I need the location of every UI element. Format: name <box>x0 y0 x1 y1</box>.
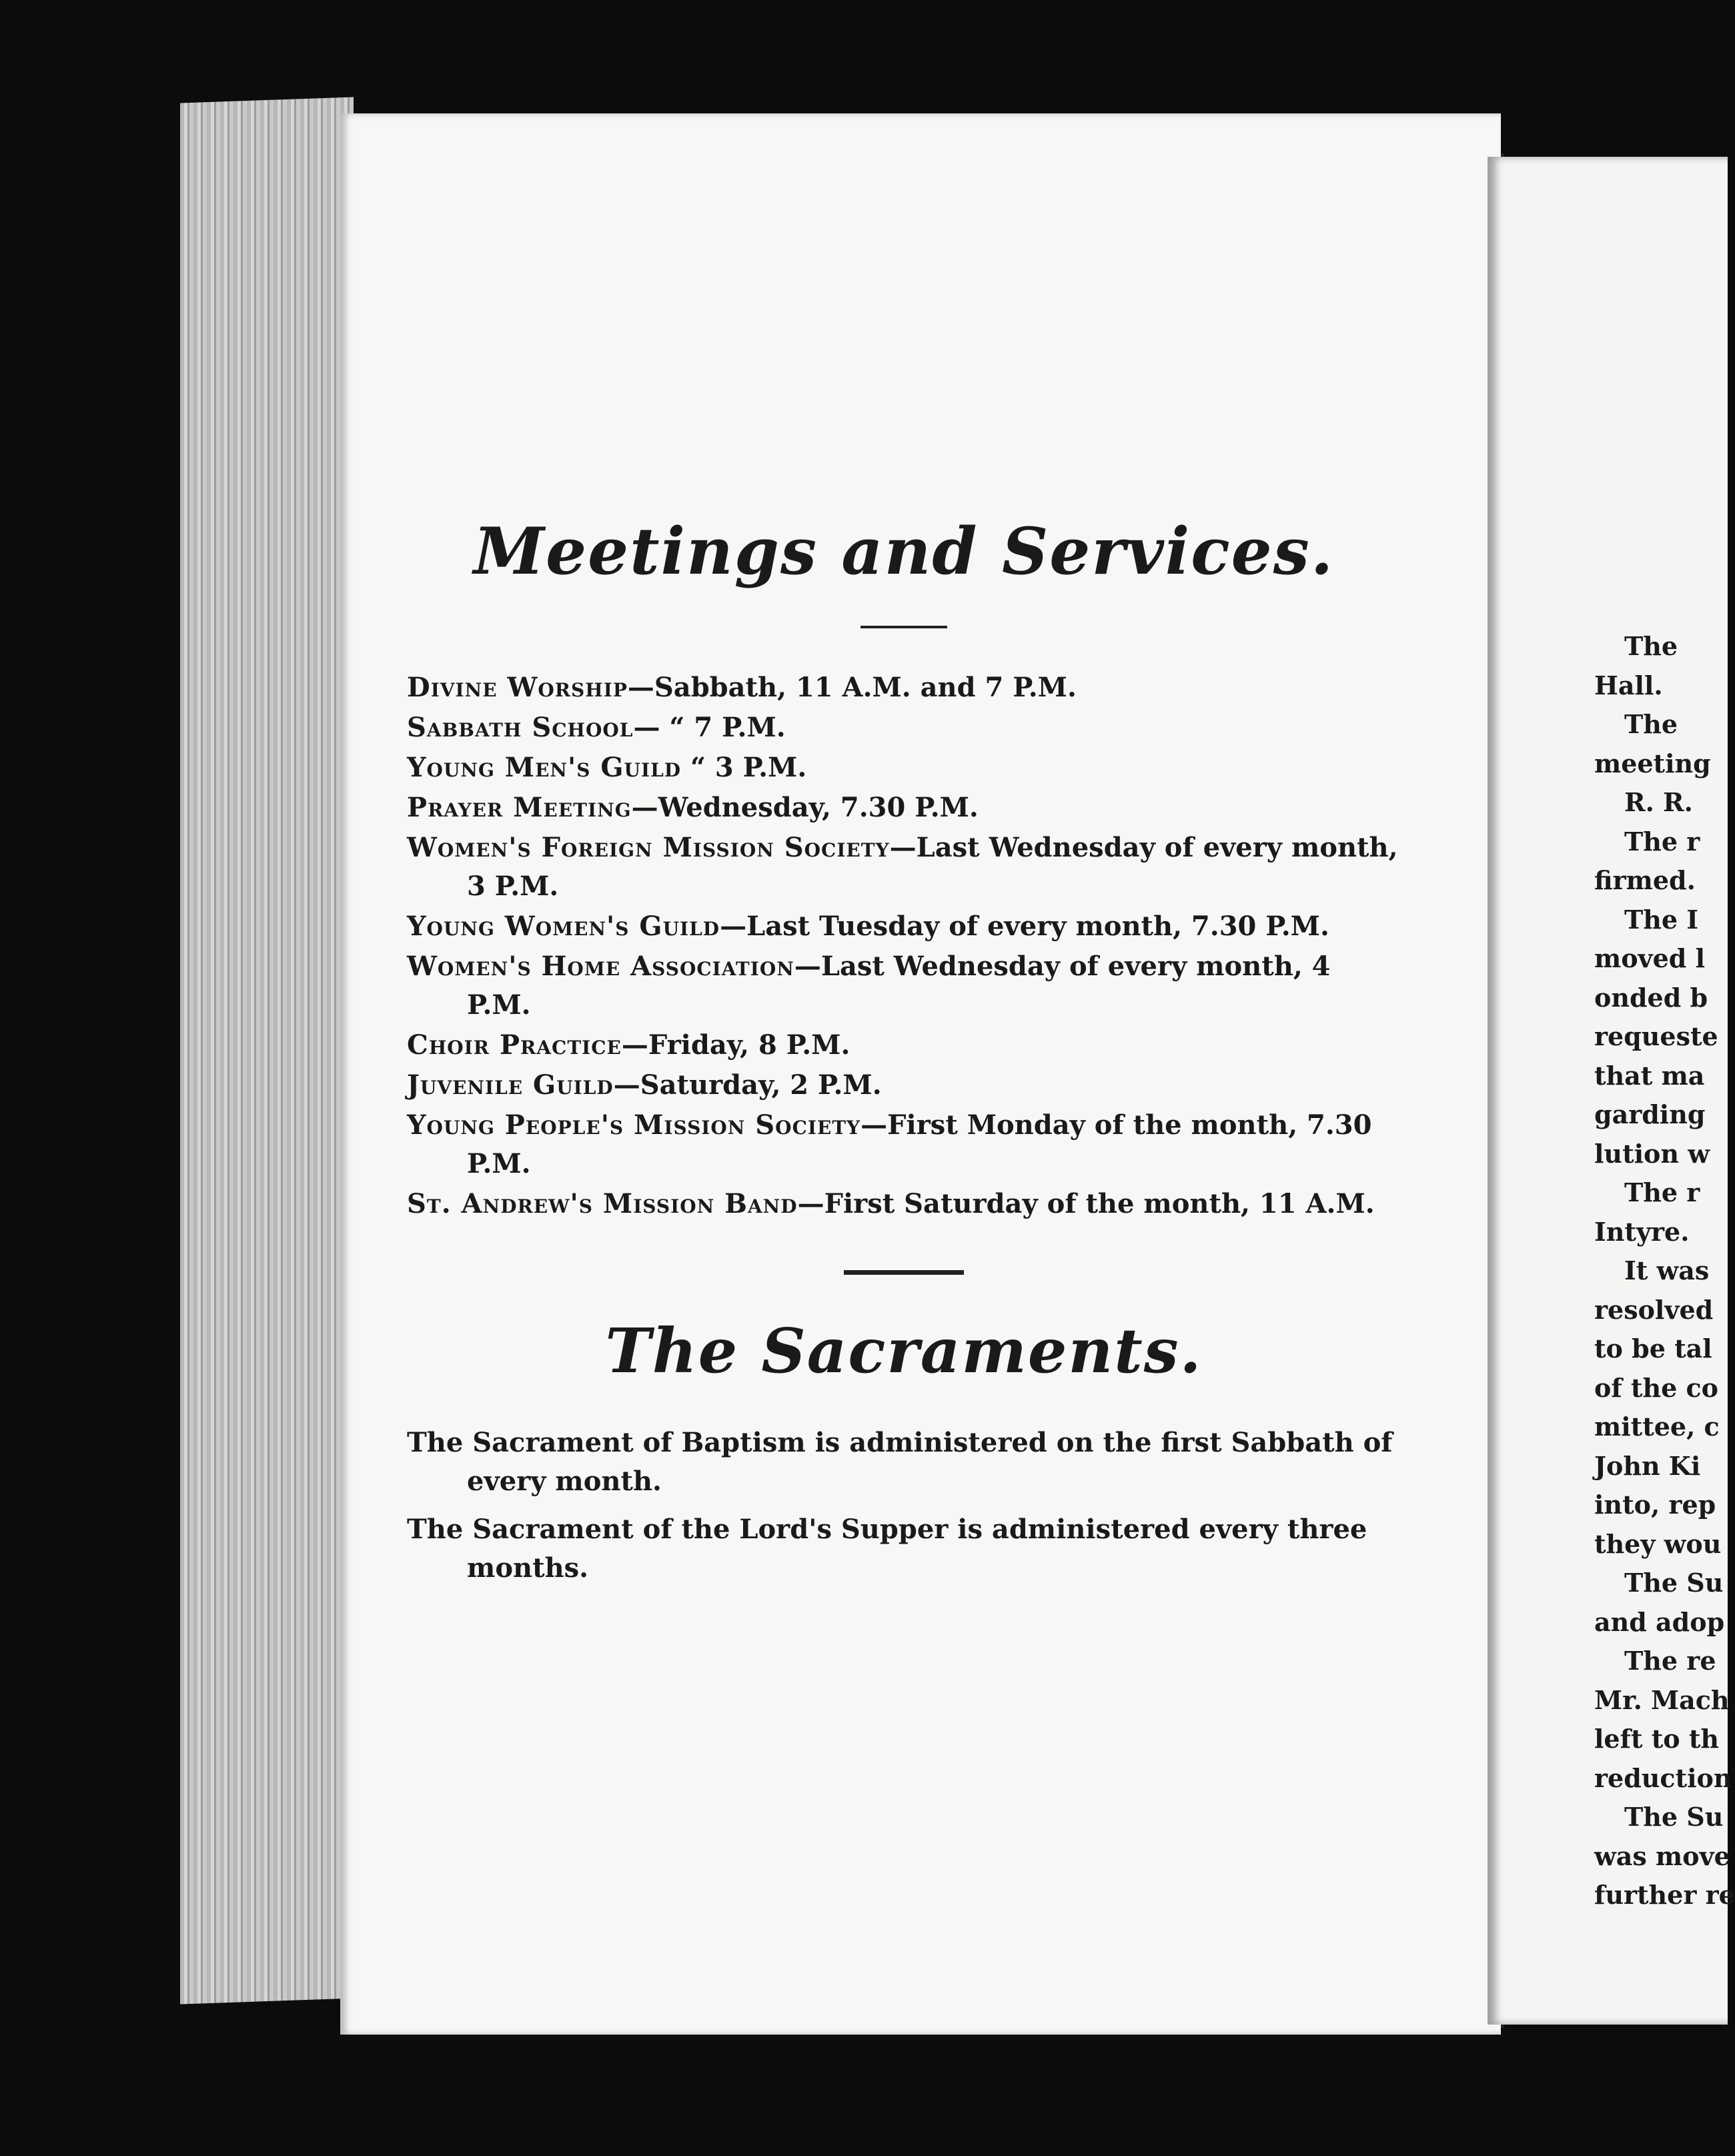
right-page-line: onded b <box>1594 982 1708 1013</box>
meeting-entry <box>407 1066 1401 1105</box>
meeting-entry <box>407 1026 1401 1065</box>
meeting-entry <box>407 1185 1401 1223</box>
meeting-entry <box>407 947 1401 1025</box>
right-page-line: The I <box>1624 904 1699 935</box>
meeting-entry <box>407 788 1401 827</box>
meeting-detail: —Wednesday, 7.30 P.M. <box>631 792 979 823</box>
right-page-line: left to th <box>1594 1724 1720 1754</box>
right-page-line: It was <box>1624 1255 1710 1285</box>
meeting-detail: —Last Wednesday of every month, 3 P.M. <box>467 832 1398 902</box>
meeting-detail: —Last Wednesday of every month, 4 P.M. <box>467 951 1331 1021</box>
meeting-name: Young Men's Guild <box>407 752 682 783</box>
right-page-line: Mr. Mach <box>1594 1684 1730 1715</box>
right-page-line: into, rep <box>1594 1490 1716 1520</box>
right-page-line: Hall. <box>1594 670 1663 700</box>
meeting-name: Divine Worship <box>407 672 628 703</box>
meeting-detail: — “ 7 P.M. <box>633 712 786 743</box>
meeting-detail: —First Saturday of the month, 11 A.M. <box>797 1188 1375 1219</box>
right-page-line: John Ki <box>1594 1450 1701 1481</box>
right-page-line: moved l <box>1594 943 1706 973</box>
meeting-name: Juvenile Guild <box>407 1069 614 1101</box>
right-page-line: mittee, c <box>1594 1412 1720 1442</box>
right-page-line: to be tal <box>1594 1333 1712 1364</box>
meeting-name: St. Andrew's Mission Band <box>407 1188 798 1219</box>
meeting-detail: “ 3 P.M. <box>681 752 807 783</box>
right-page-line: The Su <box>1624 1568 1724 1598</box>
page-content <box>407 514 1401 1597</box>
right-page-line: The Su <box>1624 1802 1724 1832</box>
sacraments-text <box>407 1424 1401 1588</box>
right-page-line: The re <box>1624 1646 1716 1676</box>
right-page-line: reduction <box>1594 1762 1732 1793</box>
meeting-entry <box>407 1106 1401 1183</box>
book-page-edges <box>180 97 354 2004</box>
right-page-line: lution w <box>1594 1138 1710 1169</box>
right-page-line: they wou <box>1594 1528 1722 1559</box>
divider-rule <box>860 626 947 628</box>
right-page-text <box>1594 627 1735 1915</box>
meeting-name: Women's Foreign Mission Society <box>407 832 890 863</box>
meeting-name: Prayer Meeting <box>407 792 632 823</box>
meeting-detail: —Last Tuesday of every month, 7.30 P.M. <box>720 911 1329 942</box>
meeting-name: Young Women's Guild <box>407 911 720 942</box>
sacrament-paragraph: The Sacrament of the Lord's Supper is administered every three months. <box>407 1514 1367 1584</box>
right-page-line: The <box>1624 709 1678 739</box>
meeting-detail: —Friday, 8 P.M. <box>621 1029 850 1061</box>
left-page <box>340 113 1501 2035</box>
divider-rule <box>844 1270 964 1275</box>
right-page-line: firmed. <box>1594 865 1696 895</box>
meetings-list <box>407 668 1401 1223</box>
meeting-detail: —Saturday, 2 P.M. <box>613 1069 882 1101</box>
sacraments-heading: The Sacraments. <box>605 1315 1203 1387</box>
meeting-entry <box>407 708 1401 747</box>
right-page-line: The r <box>1624 826 1700 857</box>
meeting-name: Sabbath School <box>407 712 634 743</box>
right-page-line: The r <box>1624 1177 1700 1207</box>
meeting-name: Women's Home Association <box>407 951 794 982</box>
meeting-detail: —Sabbath, 11 A.M. and 7 P.M. <box>627 672 1077 703</box>
right-page-line: Intyre. <box>1594 1216 1690 1247</box>
meeting-entry <box>407 668 1401 707</box>
right-page-line: and adop <box>1594 1606 1725 1637</box>
right-page-line: R. R. <box>1624 787 1693 817</box>
right-page-line: meeting <box>1594 748 1711 778</box>
right-page-line: The <box>1624 631 1678 661</box>
right-page-line: of the co <box>1594 1372 1718 1403</box>
right-page-line: further re <box>1594 1880 1735 1910</box>
meeting-entry <box>407 907 1401 946</box>
meetings-heading: Meetings and Services. <box>473 514 1335 589</box>
meeting-detail: —First Monday of the month, 7.30 P.M. <box>467 1109 1372 1179</box>
right-page-line: that ma <box>1594 1060 1705 1091</box>
meeting-entry <box>407 748 1401 787</box>
right-page-line: resolved <box>1594 1294 1714 1325</box>
right-page-line: requeste <box>1594 1021 1718 1051</box>
meeting-name: Young People's Mission Society <box>407 1109 861 1141</box>
sacrament-paragraph: The Sacrament of Baptism is administered on the first Sabbath of every month. <box>407 1427 1393 1497</box>
meeting-entry <box>407 829 1401 906</box>
right-page-line: was move <box>1594 1840 1730 1871</box>
right-page-line: garding <box>1594 1099 1706 1129</box>
meeting-name: Choir Practice <box>407 1029 622 1061</box>
